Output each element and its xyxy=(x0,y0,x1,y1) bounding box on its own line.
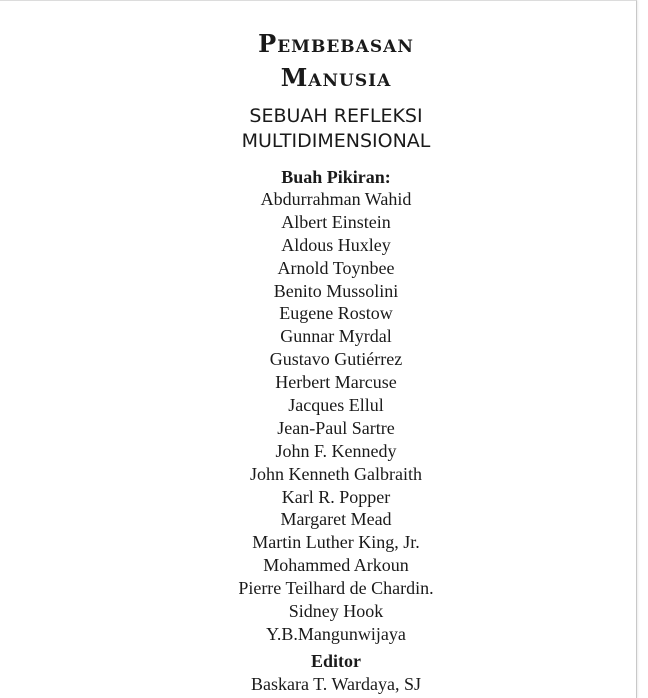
editor-heading: Editor xyxy=(310,651,361,671)
contributor-name: Albert Einstein xyxy=(281,211,391,232)
contributor-name: Abdurrahman Wahid xyxy=(260,189,412,209)
subtitle-line-2: MULTIDIMENSIONAL xyxy=(241,130,431,152)
contributor-name: Aldous Huxley xyxy=(281,234,391,255)
contributor-name: Gunnar Myrdal xyxy=(280,326,392,347)
contributors-heading: Buah Pikiran: xyxy=(281,167,391,187)
book-title-line-2: Manusia xyxy=(280,63,392,92)
contributor-name: John F. Kennedy xyxy=(275,440,397,461)
contributor-name: Herbert Marcuse xyxy=(275,372,397,393)
book-title-line-1: Pembebasan xyxy=(258,29,414,58)
contributor-name: Martin Luther King, Jr. xyxy=(252,532,420,553)
contributor-name: John Kenneth Galbraith xyxy=(250,463,422,484)
contributor-name: Benito Mussolini xyxy=(273,280,399,301)
contributor-name: Gustavo Gutiérrez xyxy=(269,349,403,370)
contributor-name: Sidney Hook xyxy=(288,601,384,622)
contributors-list xyxy=(0,188,648,646)
contributor-name: Pierre Teilhard de Chardin. xyxy=(238,578,434,599)
contributor-name: Margaret Mead xyxy=(280,509,392,530)
contributor-name: Mohammed Arkoun xyxy=(263,555,409,576)
subtitle-line-1: SEBUAH REFLEKSI xyxy=(249,105,423,127)
contributor-name: Jacques Ellul xyxy=(288,395,384,416)
contributor-name: Arnold Toynbee xyxy=(277,257,395,278)
contributor-name: Karl R. Popper xyxy=(281,486,391,507)
contributor-name: Eugene Rostow xyxy=(279,303,393,324)
contributor-name: Jean-Paul Sartre xyxy=(277,417,395,438)
editor-name: Baskara T. Wardaya, SJ xyxy=(250,674,421,694)
contributor-name: Y.B.Mangunwijaya xyxy=(266,623,406,644)
